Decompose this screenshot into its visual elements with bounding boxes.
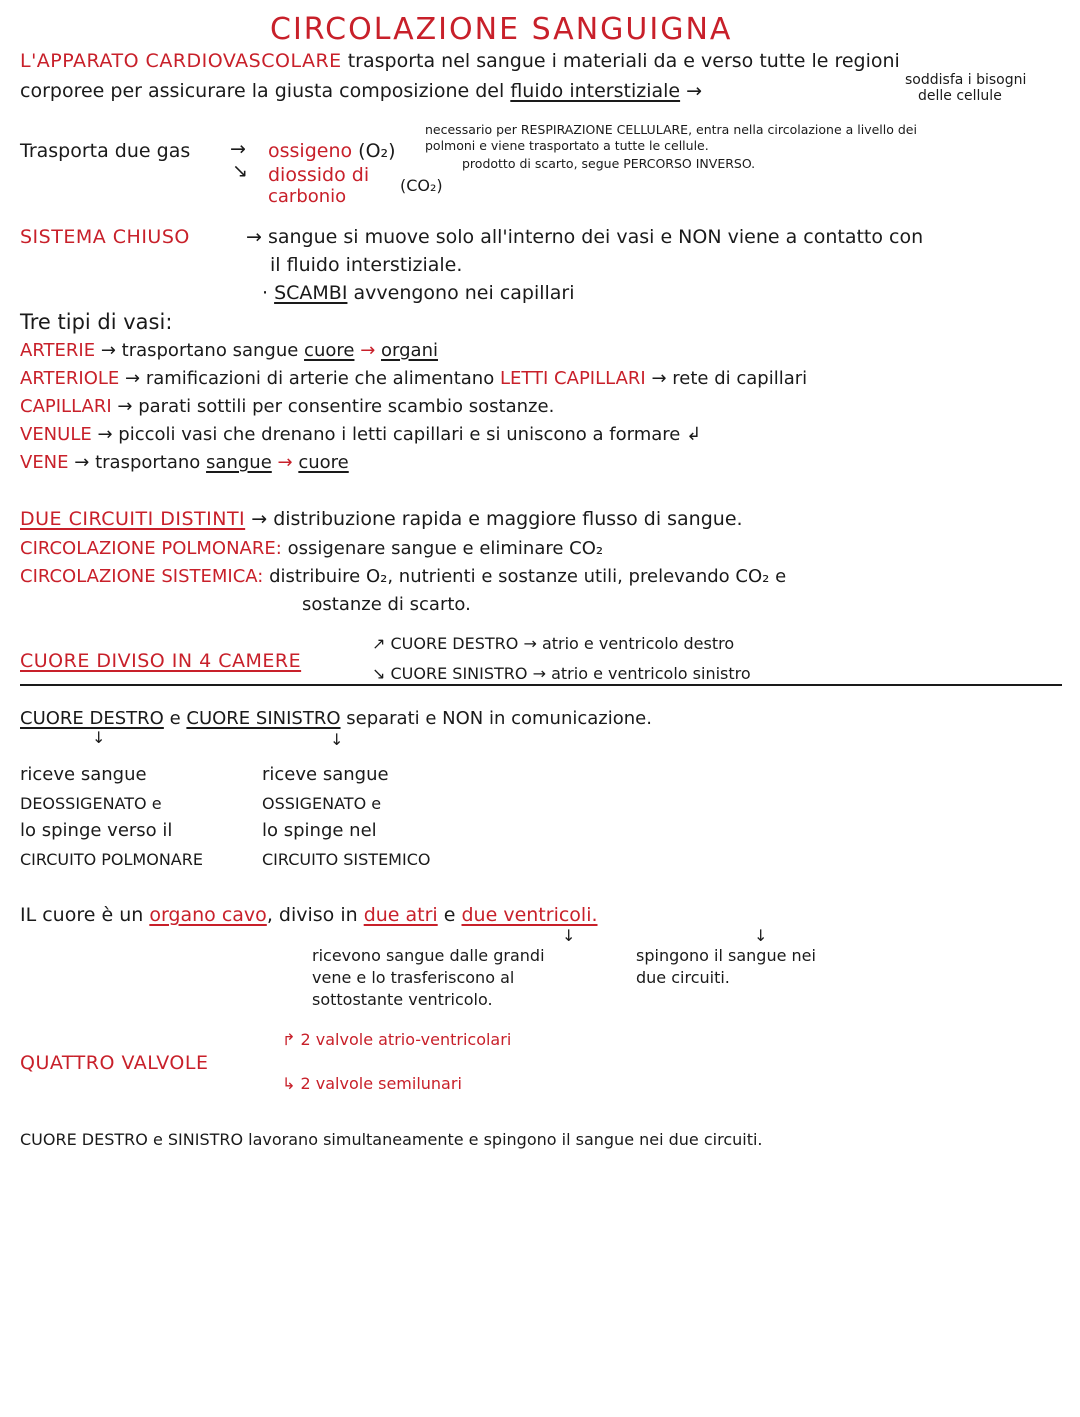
- left-heart-3: lo spinge nel: [262, 820, 377, 841]
- intro-line-2: [20, 80, 702, 102]
- arterie-text: trasportano sangue: [121, 340, 299, 361]
- separation-left: CUORE SINISTRO: [186, 708, 341, 729]
- oxygen-formula: (O₂): [358, 140, 396, 162]
- pulmonary-line: [20, 538, 603, 559]
- hollow-prefix: IL cuore è un: [20, 904, 144, 926]
- valves-label: QUATTRO VALVOLE: [20, 1052, 209, 1074]
- circuits-line: DUE CIRCUITI DISTINTI → distribuzione rapida e maggiore flusso di sangue.: [20, 508, 743, 530]
- oxygen-row: [268, 140, 396, 162]
- closed-system-label: SISTEMA CHIUSO: [20, 226, 190, 248]
- vene-text: trasportano: [95, 452, 201, 473]
- side-note-2: delle cellule: [918, 88, 1002, 104]
- arrow-down-icon: ↓: [330, 730, 344, 749]
- vessel-arterie: ARTERIE → trasportano sangue cuore → organi: [20, 340, 438, 361]
- gases-label: Trasporta due gas: [20, 140, 191, 162]
- hollow-conj: e: [443, 904, 456, 926]
- systemic-text-1: distribuire O₂, nutrienti e sostanze utili, prelevando CO₂ e: [269, 566, 787, 587]
- ventricles: due ventricoli.: [461, 904, 598, 926]
- pulmonary-term: CIRCOLAZIONE POLMONARE:: [20, 538, 282, 559]
- circuits-label: DUE CIRCUITI DISTINTI: [20, 508, 246, 530]
- circuits-text: distribuzione rapida e maggiore flusso di sangue.: [273, 508, 743, 530]
- separation-rest: separati e NON in comunicazione.: [346, 708, 652, 729]
- chamber-right: ↗ CUORE DESTRO → atrio e ventricolo destro: [372, 634, 735, 653]
- oxygen-note-2: polmoni e viene trasportato a tutte le cellule.: [425, 138, 709, 153]
- oxygen: ossigeno: [268, 140, 353, 162]
- right-heart-2: DEOSSIGENATO e: [20, 794, 162, 813]
- systemic-term: CIRCOLAZIONE SISTEMICA:: [20, 566, 264, 587]
- arrow-down-icon: ↲: [686, 424, 702, 445]
- ventricle-note-2: due circuiti.: [636, 968, 730, 987]
- co2-line-1: diossido di: [268, 164, 370, 186]
- arteriole-text: ramificazioni di arterie che alimentano: [145, 368, 495, 389]
- co2-note: prodotto di scarto, segue PERCORSO INVERSO.: [462, 156, 756, 171]
- valve-av-text: 2 valvole atrio-ventricolari: [300, 1030, 512, 1049]
- right-heart-1: riceve sangue: [20, 764, 147, 785]
- right-heart-3: lo spinge verso il: [20, 820, 173, 841]
- arrow-down-icon: ↓: [754, 926, 768, 945]
- closed-system-line-2: il fluido interstiziale.: [270, 254, 463, 276]
- vessel-capillari: CAPILLARI → parati sottili per consentire scambio sostanze.: [20, 396, 555, 417]
- interstitial-fluid: fluido interstiziale: [510, 80, 681, 102]
- atria-note-1: ricevono sangue dalle grandi: [312, 946, 545, 965]
- divider: [20, 684, 1062, 686]
- venule-text: piccoli vasi che drenano i letti capillari e si uniscono a formare: [118, 424, 681, 445]
- co2-line-2: carbonio: [268, 186, 347, 207]
- arrow-down-right-icon: ↘: [232, 160, 248, 182]
- chamber-left: ↘ CUORE SINISTRO → atrio e ventricolo sinistro: [372, 664, 751, 683]
- hollow-mid: , diviso in: [266, 904, 358, 926]
- closed-system-text-1: sangue si muove solo all'interno dei vasi e NON viene a contatto con: [267, 226, 924, 248]
- left-heart-1: riceve sangue: [262, 764, 389, 785]
- arrow-right-icon: →: [246, 226, 262, 248]
- vene-from: sangue: [206, 452, 272, 473]
- intro-term: L'APPARATO CARDIOVASCOLARE: [20, 50, 342, 72]
- vessel-vene: VENE → trasportano sangue → cuore: [20, 452, 349, 473]
- ventricle-note-1: spingono il sangue nei: [636, 946, 816, 965]
- left-heart-2: OSSIGENATO e: [262, 794, 382, 813]
- systemic-line: [20, 566, 786, 587]
- exchanges-text: avvengono nei capillari: [353, 282, 575, 304]
- chamber-right-text: atrio e ventricolo destro: [541, 634, 735, 653]
- arrow-down-icon: ↓: [562, 926, 576, 945]
- valve-semilunar-text: 2 valvole semilunari: [300, 1074, 462, 1093]
- systemic-line-2: sostanze di scarto.: [302, 594, 471, 615]
- arterie-from: cuore: [304, 340, 355, 361]
- capillary-beds: LETTI CAPILLARI: [499, 368, 646, 389]
- exchanges-term: SCAMBI: [274, 282, 348, 304]
- capillari-term: CAPILLARI: [20, 396, 112, 417]
- chamber-left-text: atrio e ventricolo sinistro: [551, 664, 751, 683]
- pulmonary-text: ossigenare sangue e eliminare CO₂: [287, 538, 604, 559]
- arterie-to: organi: [381, 340, 438, 361]
- chambers-label: CUORE DIVISO IN 4 CAMERE: [20, 650, 302, 672]
- arrow-right-icon: →: [686, 80, 703, 102]
- hollow-line: [20, 904, 598, 926]
- separation-right: CUORE DESTRO: [20, 708, 164, 729]
- atria-note-3: sottostante ventricolo.: [312, 990, 493, 1009]
- arrow-down-icon: ↓: [92, 728, 106, 747]
- left-heart-4: CIRCUITO SISTEMICO: [262, 850, 431, 869]
- co2-formula: (CO₂): [400, 176, 443, 195]
- arteriole-end: rete di capillari: [672, 368, 808, 389]
- side-note-1: soddisfa i bisogni: [905, 72, 1027, 88]
- hollow-organ: organo cavo: [149, 904, 267, 926]
- atria: due atri: [363, 904, 438, 926]
- valve-semilunar: ↳ 2 valvole semilunari: [282, 1074, 462, 1093]
- capillari-text: parati sottili per consentire scambio sostanze.: [138, 396, 555, 417]
- right-heart-4: CIRCUITO POLMONARE: [20, 850, 203, 869]
- vessels-heading: Tre tipi di vasi:: [20, 310, 173, 334]
- chamber-right-term: CUORE DESTRO: [390, 634, 519, 653]
- separation-line: [20, 708, 652, 729]
- vene-to: cuore: [298, 452, 349, 473]
- closed-system-line-1: [246, 226, 923, 248]
- atria-note-2: vene e lo trasferiscono al: [312, 968, 515, 987]
- vessel-venule: VENULE → piccoli vasi che drenano i letti capillari e si uniscono a formare ↲: [20, 424, 702, 445]
- separation-conj: e: [169, 708, 181, 729]
- venule-term: VENULE: [20, 424, 92, 445]
- intro-text-2: corporee per assicurare la giusta composizione del: [20, 80, 505, 102]
- vessel-arteriole: ARTERIOLE → ramificazioni di arterie che alimentano LETTI CAPILLARI → rete di capillari: [20, 368, 808, 389]
- intro-line-1: [20, 50, 900, 72]
- valve-av: ↱ 2 valvole atrio-ventricolari: [282, 1030, 512, 1049]
- footer-note: CUORE DESTRO e SINISTRO lavorano simultaneamente e spingono il sangue nei due circuiti.: [20, 1130, 763, 1149]
- arterie-term: ARTERIE: [20, 340, 96, 361]
- arrow-right-icon: →: [230, 138, 246, 160]
- page-title: CIRCOLAZIONE SANGUIGNA: [270, 12, 733, 47]
- closed-system-line-3: · SCAMBI avvengono nei capillari: [262, 282, 575, 304]
- chamber-left-term: CUORE SINISTRO: [390, 664, 528, 683]
- intro-text-1: trasporta nel sangue i materiali da e verso tutte le regioni: [347, 50, 900, 72]
- oxygen-note-1: necessario per RESPIRAZIONE CELLULARE, entra nella circolazione a livello dei: [425, 122, 917, 137]
- arteriole-term: ARTERIOLE: [20, 368, 120, 389]
- vene-term: VENE: [20, 452, 69, 473]
